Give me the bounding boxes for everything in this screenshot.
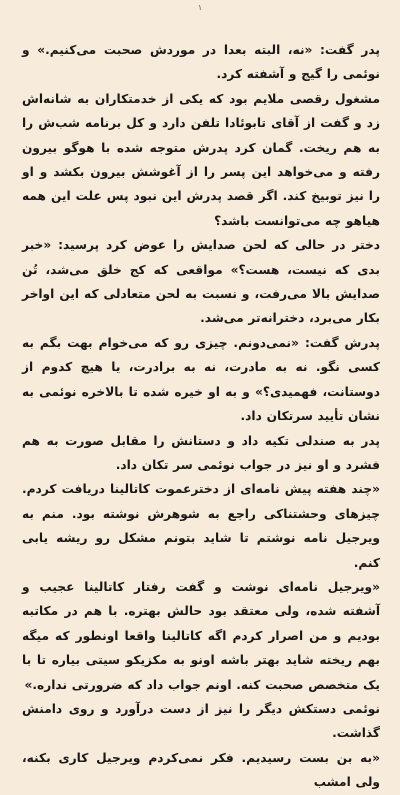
paragraph: مشغول رقصی ملایم بود که یکی از خدمتکاران به شانه‌اش زد و گفت از آقای تابوئادا تلفن دارد و کل برنامه شب‌ش را به هم ریخت. گمان کرد پدرش متوجه شده با هوگو بیرون رفته و می‌خواهد این پسر را از آغوشش بیرون بکشد و او را نیز توبیخ کند. اگر قصد پدرش این نبود پس علت این همه هیاهو چه می‌توانست باشد؟ <box>22 91 380 228</box>
paragraph: «چند هفته پیش نامه‌ای از دخترعموت کاتالینا دریافت کردم. چیزهای وحشتناکی راجع به شوهرش نوشته بود. منم به ویرجیل نامه نوشتم تا شاید بتونم مشکل رو ریشه یابی کنم. <box>22 482 380 570</box>
paragraph: پدرش گفت: «نمی‌دونم. چیزی رو که می‌خوام بهت بگم به کسی نگو. نه به مادرت، نه به برادرت، یا هیچ کدوم از دوستانت، فهمیدی؟» و به او خیره شده تا بالاخره نوئمی به نشان تأیید سرتکان داد. <box>22 335 380 424</box>
paragraph: پدر گفت: «نه، البته بعدا در موردش صحبت می‌کنیم.» و نوئمی را گیج و آشفته کرد. <box>22 43 380 82</box>
body-text <box>22 38 380 795</box>
paragraph: «به بن بست رسیدیم. فکر نمی‌کردم ویرجیل کاری بکنه، ولی امشب <box>22 750 380 790</box>
page-number: ۱ <box>197 3 203 12</box>
paragraph: دختر در حالی که لحن صدایش را عوض کرد پرسید: «خبر بدی که نیست، هست؟» مواقعی که کج خلق می‌شد، تُن صدایش بالا می‌رفت، و نسبت به لحن متعادلی که این اواخر بکار می‌برد، دخترانه‌تر می‌شد. <box>22 238 380 326</box>
paragraph: «ویرجیل نامه‌ای نوشت و گفت رفتار کاتالینا عجیب و آشفته شده، ولی معتقد بود حالش بهتره. با هم در مکاتبه بودیم و من اصرار کردم اگه کاتالینا واقعا اونطور که میگه بهم ریخته شاید بهتر باشه اونو به مکزیکو سیتی بیاره تا با یک متخصص صحبت کنه. اونم جواب داد که ضرورتی نداره.» <box>22 579 380 692</box>
paragraph: نوئمی دستکش دیگر را نیز از دست درآورد و روی دامنش گذاشت. <box>22 701 380 741</box>
paragraph: پدر به صندلی تکیه داد و دستانش را مقابل صورت به هم فشرد و او نیز در جواب نوئمی سر تکان داد. <box>22 433 380 472</box>
